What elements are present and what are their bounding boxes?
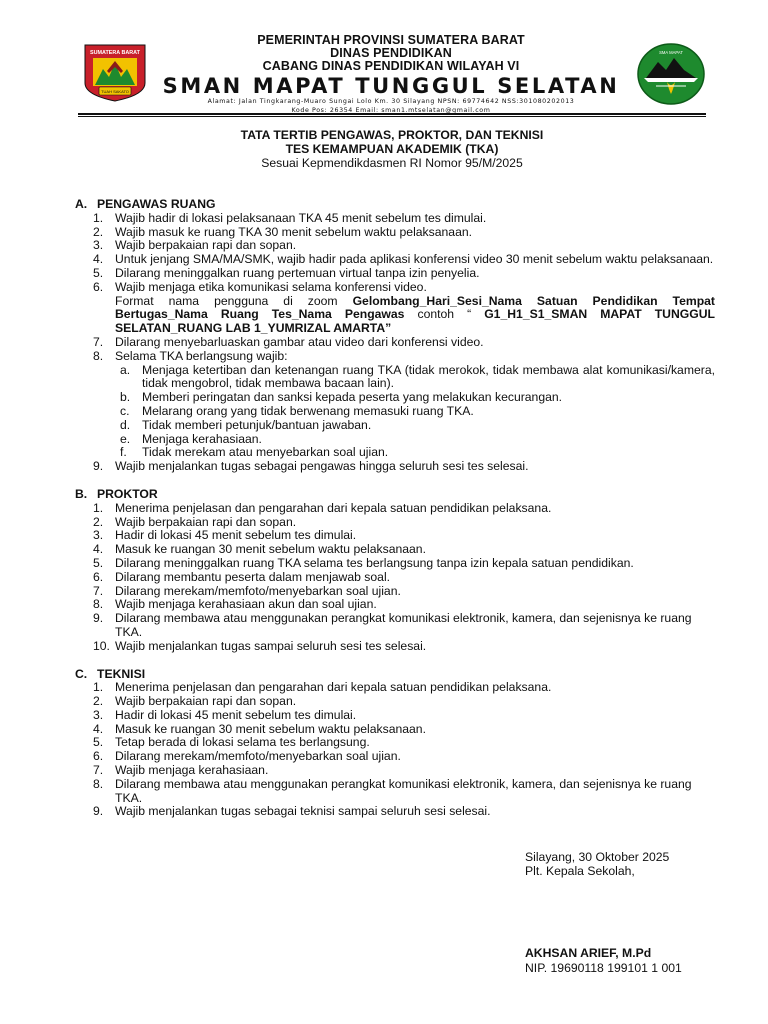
logo-left-text: SUMATERA BARAT: [90, 50, 140, 56]
sub-item-text: Melarang orang yang tidak berwenang memasuki ruang TKA.: [142, 403, 474, 418]
list-item: [75, 695, 715, 709]
zoom-mid: contoh “: [404, 307, 485, 322]
sub-item-letter: c.: [120, 403, 130, 418]
signatory-nip: NIP. 19690118 199101 1 001: [525, 961, 682, 975]
list-item: [75, 336, 715, 350]
sub-list-item: [75, 446, 715, 460]
list-item: [75, 640, 715, 654]
item-text: Wajib masuk ke ruang TKA 30 menit sebelum waktu pelaksanaan.: [115, 224, 473, 239]
item-number: 5.: [93, 735, 104, 750]
item-text: Dilarang meninggalkan ruang pertemuan virtual tanpa izin penyelia.: [115, 265, 480, 280]
zoom-format-note: [115, 295, 715, 336]
item-text: Dilarang membawa atau menggunakan perangkat komunikasi elektronik, kamera, dan sejenisnya ke ruang TKA.: [115, 776, 692, 805]
sub-item-text: Menjaga ketertiban dan ketenangan ruang TKA (tidak merokok, tidak membawa alat komunikasi/kamera, tidak mengobrol, tidak membawa bacaan lain).: [142, 362, 715, 391]
sub-list-item: [75, 364, 715, 392]
item-number: 2.: [93, 224, 104, 239]
list-item: [75, 212, 715, 226]
list-item: [75, 598, 715, 612]
letterhead-rule-thick: [78, 113, 706, 115]
section-title: PENGAWAS RUANG: [97, 197, 216, 211]
list-item: [75, 585, 715, 599]
letterhead-address: Alamat: Jalan Tingkarang-Muaro Sungai Lolo Km. 30 Silayang NPSN: 69774642 NSS:301080202013: [207, 98, 575, 105]
item-text: Wajib menjaga kerahasiaan.: [115, 763, 269, 778]
letterhead-rule-thin: [78, 116, 706, 117]
item-text: Selama TKA berlangsung wajib:: [115, 348, 288, 363]
document-title: [78, 128, 706, 170]
item-number: 2.: [93, 514, 104, 529]
item-number: 4.: [93, 252, 104, 267]
item-number: 7.: [93, 583, 104, 598]
list-item: [75, 226, 715, 240]
section-title: PROKTOR: [97, 486, 158, 501]
sub-item-letter: f.: [120, 445, 127, 460]
item-text: Wajib berpakaian rapi dan sopan.: [115, 238, 297, 253]
item-text: Wajib menjalankan tugas sebagai pengawas hingga seluruh sesi tes selesai.: [115, 459, 529, 474]
item-text: Menerima penjelasan dan pengarahan dari kepala satuan pendidikan pelaksana.: [115, 500, 552, 515]
sub-item-text: Tidak memberi petunjuk/bantuan jawaban.: [142, 417, 372, 432]
item-number: 3.: [93, 528, 104, 543]
item-number: 8.: [93, 597, 104, 612]
list-item: [75, 571, 715, 585]
item-text: Masuk ke ruangan 30 menit sebelum waktu pelaksanaan.: [115, 721, 426, 736]
item-text: Dilarang membantu peserta dalam menjawab soal.: [115, 569, 391, 584]
item-number: 8.: [93, 776, 104, 791]
sumbar-emblem-logo: [83, 43, 147, 103]
list-item: [75, 281, 715, 336]
list-item: [75, 502, 715, 516]
letterhead-line1: PEMERINTAH PROVINSI SUMATERA BARAT: [257, 33, 525, 47]
item-text: Wajib berpakaian rapi dan sopan.: [115, 514, 297, 529]
list-item: [75, 460, 715, 474]
sub-item-letter: a.: [120, 362, 131, 377]
item-text: Wajib berpakaian rapi dan sopan.: [115, 694, 297, 709]
list-item: [75, 778, 715, 806]
list-item: [75, 750, 715, 764]
signature-header: [525, 850, 669, 878]
list-item: [75, 350, 715, 460]
section-letter: A.: [75, 197, 88, 211]
list-item: [75, 764, 715, 778]
item-text: Tetap berada di lokasi selama tes berlangsung.: [115, 735, 370, 750]
sub-list-item: [75, 391, 715, 405]
item-text: Wajib menjalankan tugas sebagai teknisi sampai seluruh sesi selesai.: [115, 804, 491, 819]
section-c-list: [75, 681, 715, 819]
item-number: 1.: [93, 500, 104, 515]
zoom-prefix: Format nama pengguna di zoom: [115, 293, 353, 308]
logo-right-text: SMA MAPAT: [659, 50, 683, 55]
zoom-format: Gelombang_Hari_Sesi_Nama Satuan Pendidikan Tempat Bertugas_Nama Ruang Tes_Nama Pengawas: [115, 293, 715, 322]
sub-item-text: Memberi peringatan dan sanksi kepada peserta yang melakukan kecurangan.: [142, 390, 563, 405]
sub-item-letter: d.: [120, 417, 131, 432]
item-text: Dilarang menyebarluaskan gambar atau video dari konferensi video.: [115, 334, 484, 349]
section-b-heading: [75, 488, 715, 502]
item-number: 9.: [93, 459, 104, 474]
item-number: 5.: [93, 265, 104, 280]
section-a-heading: [75, 198, 715, 212]
sub-list-item: [75, 405, 715, 419]
section-letter: B.: [75, 486, 88, 501]
signatory-role: Plt. Kepala Sekolah,: [525, 864, 635, 878]
list-item: [75, 709, 715, 723]
document-body: [75, 198, 715, 819]
letterhead-line3: CABANG DINAS PENDIDIKAN WILAYAH VI: [262, 59, 520, 73]
list-item: [75, 723, 715, 737]
item-number: 10.: [93, 638, 110, 653]
item-number: 5.: [93, 555, 104, 570]
list-item: [75, 529, 715, 543]
item-text: Masuk ke ruangan 30 menit sebelum waktu pelaksanaan.: [115, 542, 426, 557]
item-text: Hadir di lokasi 45 menit sebelum tes dimulai.: [115, 707, 357, 722]
item-number: 3.: [93, 707, 104, 722]
sub-list-item: [75, 433, 715, 447]
title-line1: TATA TERTIB PENGAWAS, PROKTOR, DAN TEKNISI: [240, 128, 544, 142]
item-number: 9.: [93, 804, 104, 819]
list-item: [75, 612, 715, 640]
school-emblem-logo: [636, 42, 706, 106]
item-number: 7.: [93, 334, 104, 349]
item-text: Hadir di lokasi 45 menit sebelum tes dimulai.: [115, 528, 357, 543]
item-number: 1.: [93, 210, 104, 225]
list-item: [75, 736, 715, 750]
item-number: 6.: [93, 569, 104, 584]
item-number: 2.: [93, 694, 104, 709]
letterhead-line2: DINAS PENDIDIKAN: [330, 46, 452, 60]
item-number: 9.: [93, 611, 104, 626]
sub-list: [115, 364, 715, 461]
item-text: Dilarang merekam/memfoto/menyebarkan soal ujian.: [115, 749, 401, 764]
section-c-heading: [75, 668, 715, 682]
zoom-example: G1_H1_S1_SMAN MAPAT TUNGGUL SELATAN_RUANG LAB 1_YUMRIZAL AMARTA”: [115, 307, 715, 336]
list-item: [75, 543, 715, 557]
item-number: 6.: [93, 749, 104, 764]
item-number: 4.: [93, 542, 104, 557]
item-text: Dilarang merekam/memfoto/menyebarkan soal ujian.: [115, 583, 401, 598]
list-item: [75, 805, 715, 819]
item-number: 1.: [93, 680, 104, 695]
sub-item-text: Menjaga kerahasiaan.: [142, 431, 262, 446]
title-line2: TES KEMAMPUAN AKADEMIK (TKA): [285, 142, 499, 156]
place-date: Silayang, 30 Oktober 2025: [525, 850, 670, 864]
section-a-list: [75, 212, 715, 474]
list-item: [75, 681, 715, 695]
item-text: Dilarang meninggalkan ruang TKA selama tes berlangsung tanpa izin kepala satuan pendidikan.: [115, 555, 634, 570]
item-number: 6.: [93, 279, 104, 294]
section-b-list: [75, 502, 715, 654]
letterhead: [150, 34, 632, 115]
item-text: Menerima penjelasan dan pengarahan dari kepala satuan pendidikan pelaksana.: [115, 680, 552, 695]
title-line3: Sesuai Kepmendikdasmen RI Nomor 95/M/2025: [261, 156, 523, 170]
item-number: 4.: [93, 721, 104, 736]
list-item: [75, 557, 715, 571]
list-item: [75, 239, 715, 253]
item-text: Wajib hadir di lokasi pelaksanaan TKA 45 menit sebelum tes dimulai.: [115, 210, 487, 225]
sub-item-text: Tidak merekam atau menyebarkan soal ujian.: [142, 445, 389, 460]
sub-list-item: [75, 419, 715, 433]
section-letter: C.: [75, 666, 88, 681]
item-text: Wajib menjalankan tugas sampai seluruh sesi tes selesai.: [115, 638, 427, 653]
letterhead-contact: Kode Pos: 26354 Email: sman1.mtselatan@gmail.com: [291, 106, 491, 114]
signatory-name: AKHSAN ARIEF, M.Pd: [525, 946, 652, 960]
sub-item-letter: e.: [120, 431, 131, 446]
item-text: Untuk jenjang SMA/MA/SMK, wajib hadir pada aplikasi konferensi video 30 menit sebelum waktu pelaksanaan.: [115, 252, 714, 267]
item-number: 8.: [93, 348, 104, 363]
item-text: Wajib menjaga etika komunikasi selama konferensi video.: [115, 279, 427, 294]
item-text: Dilarang membawa atau menggunakan perangkat komunikasi elektronik, kamera, dan sejenisnya ke ruang TKA.: [115, 611, 692, 639]
school-name: SMAN MAPAT TUNGGUL SELATAN: [162, 74, 620, 98]
logo-left-ribbon: TUAH SAKATO: [101, 89, 129, 94]
list-item: [75, 253, 715, 267]
section-title: TEKNISI: [97, 666, 146, 681]
list-item: [75, 267, 715, 281]
list-item: [75, 516, 715, 530]
item-number: 7.: [93, 763, 104, 778]
item-text: Wajib menjaga kerahasiaan akun dan soal ujian.: [115, 597, 377, 612]
signature-name-block: [525, 946, 682, 976]
sub-item-letter: b.: [120, 390, 131, 405]
item-number: 3.: [93, 238, 104, 253]
